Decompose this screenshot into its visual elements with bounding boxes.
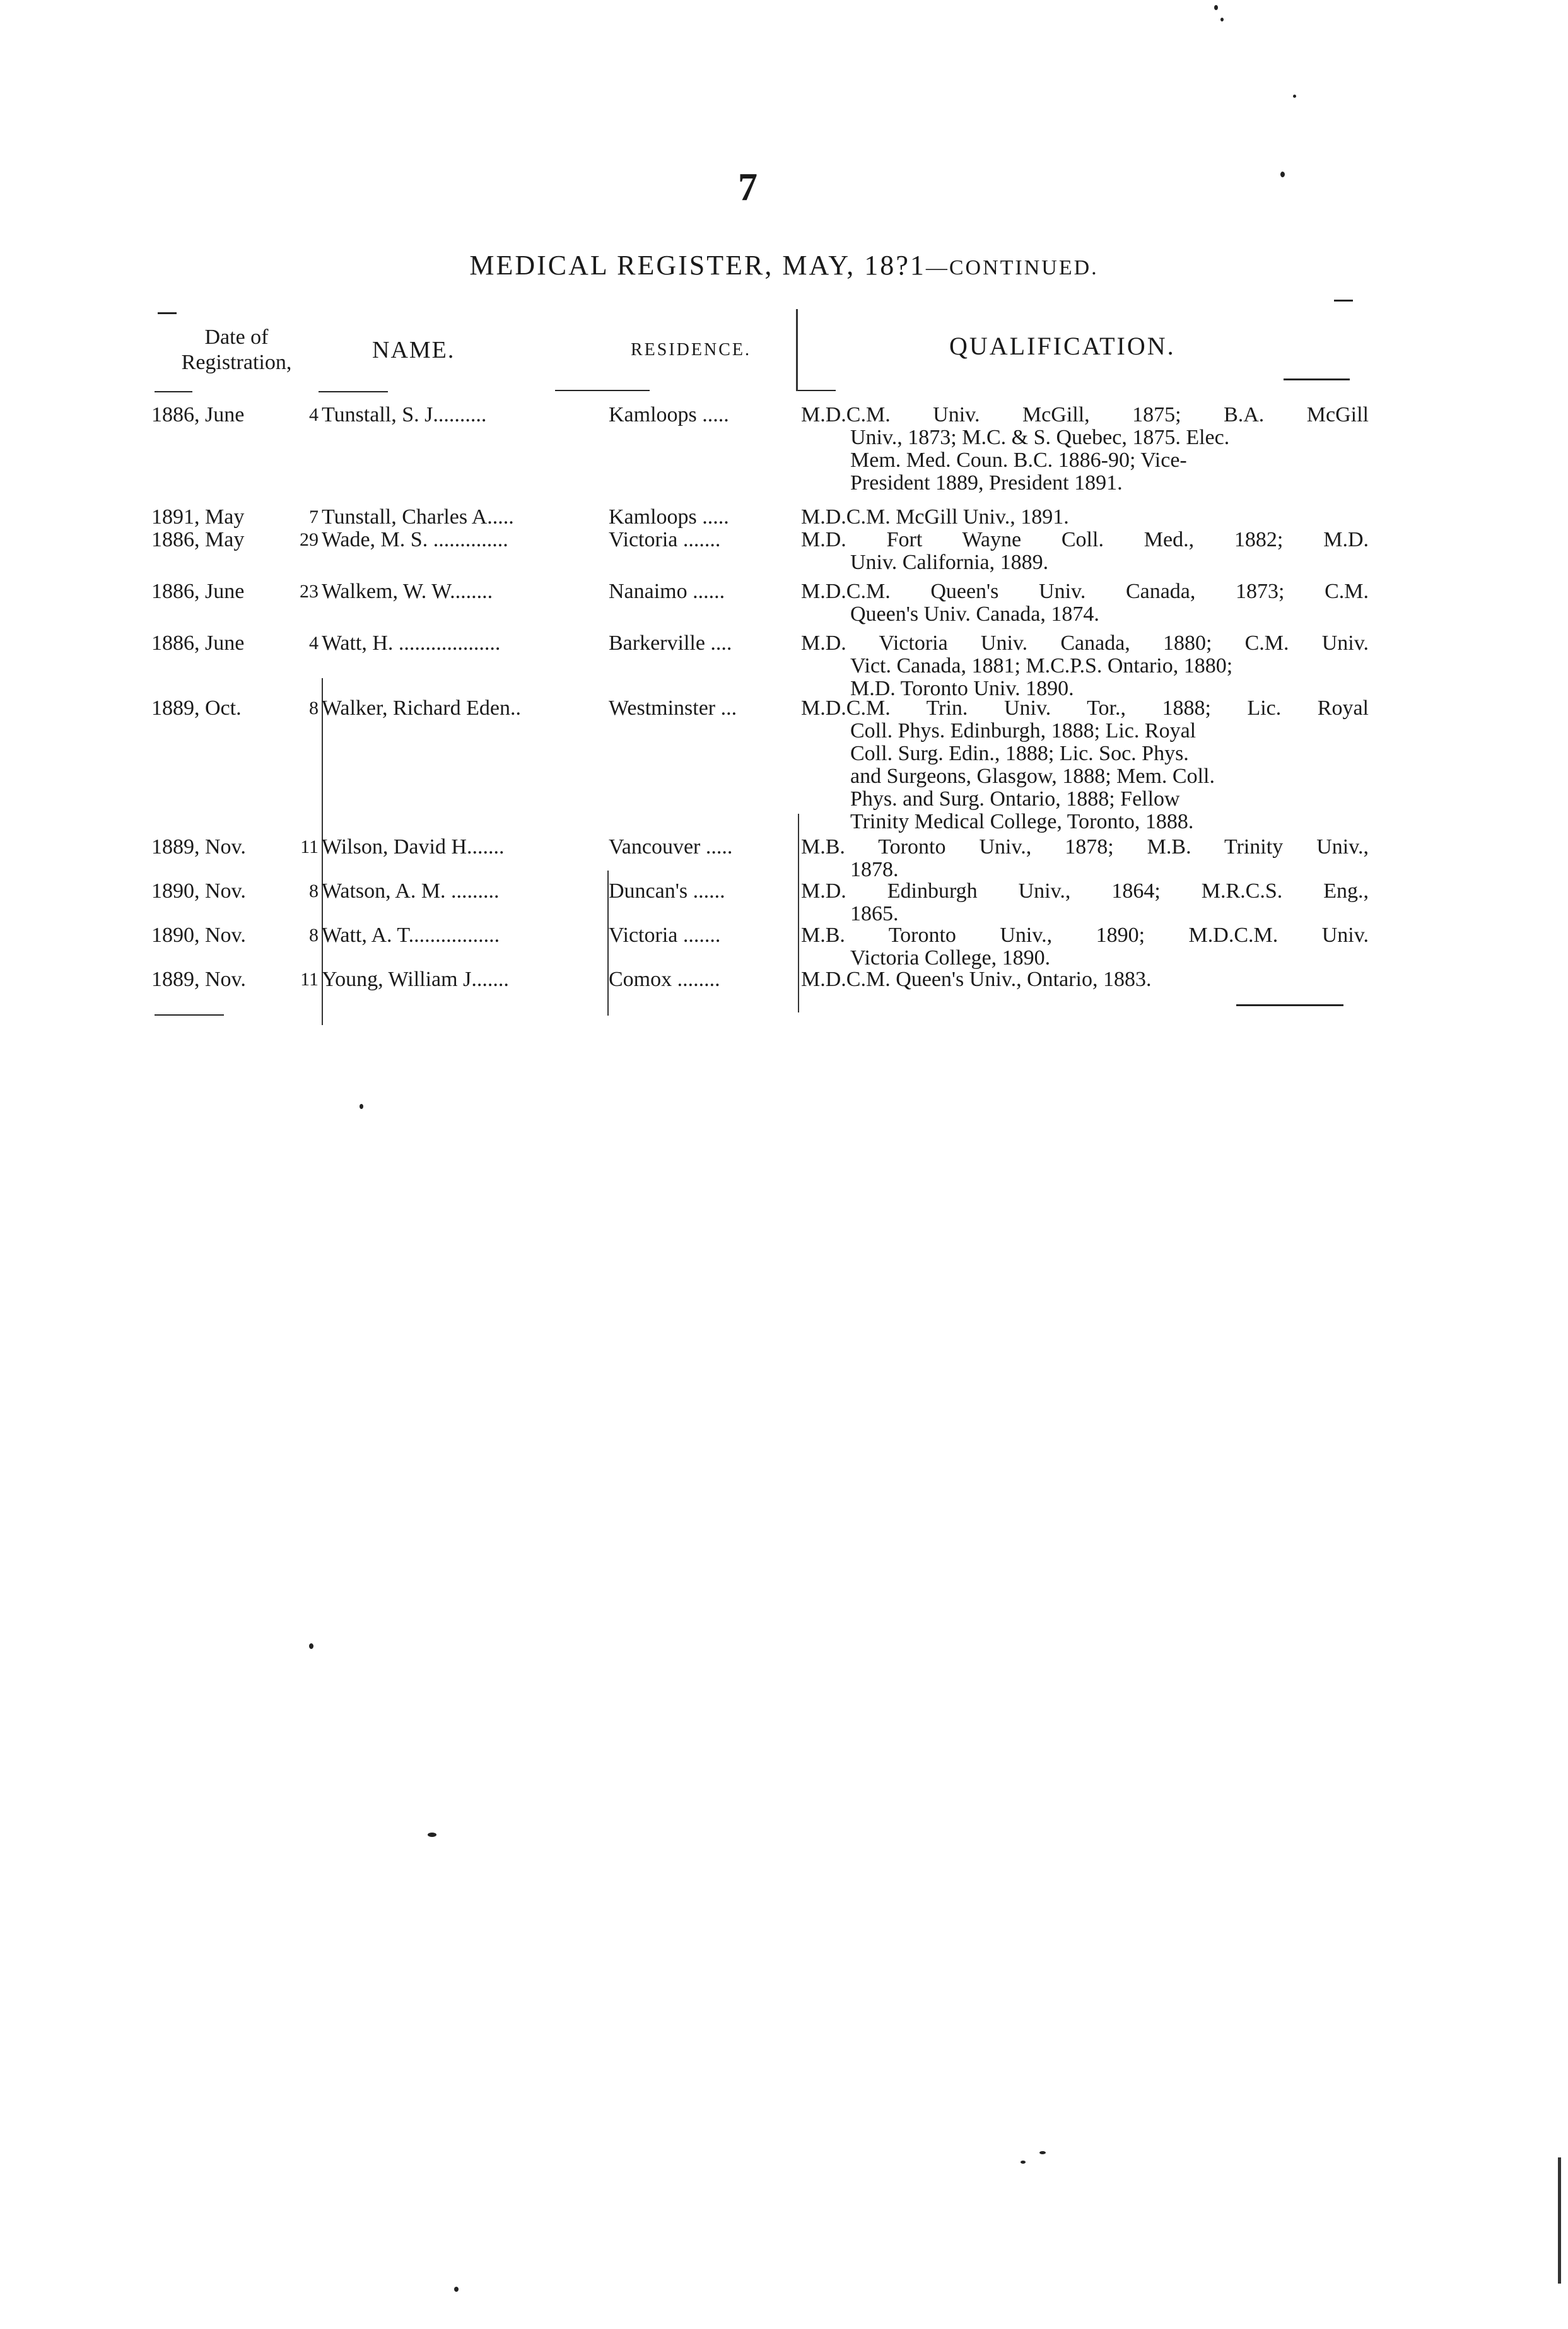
header-rule-name	[319, 391, 388, 392]
practitioner-name: Watt, H. ...................	[322, 632, 501, 655]
qualification	[801, 968, 1369, 991]
practitioner-name: Watson, A. M. .........	[322, 880, 500, 903]
qualification-line: President 1889, President 1891.	[850, 471, 1123, 495]
qualification	[801, 880, 1369, 925]
scan-speck	[1293, 95, 1296, 98]
qualification-line: Univ. California, 1889.	[850, 551, 1049, 574]
qualification-line: Mem. Med. Coun. B.C. 1886-90; Vice-	[850, 449, 1187, 472]
header-rule-qual-right	[1284, 378, 1350, 380]
title-year-glyph: ?	[896, 250, 910, 281]
qualification-line: Victoria College, 1890.	[850, 946, 1051, 970]
qualification	[801, 404, 1369, 495]
qualification-line: M.B. Toronto Univ., 1890; M.D.C.M. Univ.	[801, 924, 1369, 947]
registration-date: 1889, Oct.	[151, 696, 242, 720]
qualification	[801, 506, 1369, 529]
registration-day: 8	[309, 698, 319, 719]
qualification	[801, 580, 1369, 626]
header-qualification: QUALIFICATION.	[949, 332, 1176, 360]
scan-speck	[1214, 5, 1218, 10]
practitioner-name: Watt, A. T.................	[322, 924, 500, 947]
registration-day: 4	[309, 633, 319, 654]
registration-day: 29	[300, 529, 319, 550]
qualification-line: M.D. Fort Wayne Coll. Med., 1882; M.D.	[801, 528, 1369, 551]
header-date	[145, 325, 328, 375]
title-digit: 1	[910, 250, 926, 281]
qualification-line: Vict. Canada, 1881; M.C.P.S. Ontario, 1880;	[850, 654, 1233, 678]
residence: Vancouver .....	[609, 836, 733, 859]
qualification	[801, 697, 1369, 833]
scan-speck	[1220, 18, 1224, 21]
qualification-line: Coll. Phys. Edinburgh, 1888; Lic. Royal	[850, 719, 1196, 742]
qualification-line: M.D.C.M. Trin. Univ. Tor., 1888; Lic. Royal	[801, 696, 1369, 720]
qualification-line: M.D.C.M. Univ. McGill, 1875; B.A. McGill	[801, 403, 1369, 426]
registration-day: 11	[300, 836, 319, 857]
registration-date: 1886, June	[151, 631, 245, 655]
practitioner-name: Young, William J.......	[322, 968, 509, 991]
residence: Victoria .......	[609, 529, 721, 551]
practitioner-name: Walker, Richard Eden..	[322, 697, 521, 720]
title-main: MEDICAL REGISTER, MAY, 18	[469, 250, 896, 281]
qualification-line: M.D. Victoria Univ. Canada, 1880; C.M. Univ.	[801, 631, 1369, 655]
qualification-line: Trinity Medical College, Toronto, 1888.	[850, 810, 1194, 833]
scan-speck	[1280, 172, 1285, 177]
qualification-line: M.B. Toronto Univ., 1878; M.B. Trinity Univ.,	[801, 835, 1369, 859]
qualification-line: 1865.	[850, 902, 899, 925]
registration-date: 1886, May	[151, 528, 245, 551]
registration-date: 1886, June	[151, 580, 245, 603]
qualification	[801, 632, 1369, 700]
page-title	[0, 249, 1568, 281]
qualification-line: Queen's Univ. Canada, 1874.	[850, 602, 1099, 626]
qualification-line: and Surgeons, Glasgow, 1888; Mem. Coll.	[850, 765, 1215, 788]
residence: Nanaimo ......	[609, 580, 725, 603]
residence: Kamloops .....	[609, 404, 729, 426]
qualification-line: Coll. Surg. Edin., 1888; Lic. Soc. Phys.	[850, 742, 1189, 765]
registration-day: 7	[309, 507, 319, 527]
practitioner-name: Tunstall, S. J..........	[322, 404, 487, 426]
practitioner-name: Wilson, David H.......	[322, 836, 505, 859]
title-suffix: —CONTINUED.	[925, 256, 1099, 279]
scan-speck	[428, 1833, 436, 1837]
bottom-rule-right	[1236, 1004, 1343, 1006]
scan-edge-mark	[1558, 2157, 1561, 2284]
registration-date: 1891, May	[151, 505, 245, 529]
scan-speck	[454, 2287, 459, 2292]
qualification-line: 1878.	[850, 858, 899, 881]
residence: Victoria .......	[609, 924, 721, 947]
qualification-line: M.D.C.M. Queen's Univ., Ontario, 1883.	[801, 968, 1152, 991]
scan-speck	[1021, 2161, 1026, 2164]
header-column-rule	[796, 309, 798, 391]
qualification-line: Phys. and Surg. Ontario, 1888; Fellow	[850, 787, 1180, 811]
registration-date: 1889, Nov.	[151, 835, 246, 859]
header-date-line1: Date of	[204, 326, 269, 349]
qualification-column-rule	[798, 814, 799, 1012]
qualification	[801, 924, 1369, 970]
registration-date: 1890, Nov.	[151, 879, 246, 903]
scan-speck	[1039, 2151, 1046, 2154]
residence: Comox ........	[609, 968, 720, 991]
residence: Barkerville ....	[609, 632, 732, 655]
practitioner-name: Wade, M. S. ..............	[322, 529, 508, 551]
header-rule-left-top	[158, 312, 177, 314]
header-name: NAME.	[372, 337, 455, 363]
qualification	[801, 529, 1369, 574]
qualification-line: M.D.C.M. Queen's Univ. Canada, 1873; C.M.	[801, 580, 1369, 603]
bottom-rule-left	[155, 1014, 224, 1016]
registration-day: 23	[300, 581, 319, 602]
residence: Duncan's ......	[609, 880, 725, 903]
scan-speck	[360, 1104, 363, 1109]
header-residence: RESIDENCE.	[631, 340, 751, 360]
qualification-line: M.D.C.M. McGill Univ., 1891.	[801, 505, 1069, 529]
header-rule-res	[555, 390, 650, 391]
qualification-line: M.D. Edinburgh Univ., 1864; M.R.C.S. Eng.,	[801, 879, 1369, 903]
header-rule-qual	[798, 390, 836, 391]
qualification-line: Univ., 1873; M.C. & S. Quebec, 1875. Elec.	[850, 426, 1230, 449]
practitioner-name: Tunstall, Charles A.....	[322, 506, 514, 529]
header-rule-date	[155, 391, 192, 392]
qualification	[801, 836, 1369, 881]
registration-date: 1890, Nov.	[151, 924, 246, 947]
registration-day: 8	[309, 881, 319, 901]
page-number: 7	[738, 166, 758, 209]
registration-date: 1886, June	[151, 403, 245, 426]
qualification-line: M.D. Toronto Univ. 1890.	[850, 677, 1074, 700]
header-date-line2: Registration,	[181, 351, 292, 374]
registration-day: 8	[309, 925, 319, 946]
scan-speck	[309, 1643, 313, 1649]
residence: Kamloops .....	[609, 506, 729, 529]
registration-day: 4	[309, 404, 319, 425]
header-rule-right-top	[1334, 300, 1353, 302]
registration-date: 1889, Nov.	[151, 968, 246, 991]
table-header	[0, 319, 1568, 388]
practitioner-name: Walkem, W. W........	[322, 580, 493, 603]
registration-day: 11	[300, 969, 319, 990]
residence: Westminster ...	[609, 697, 737, 720]
